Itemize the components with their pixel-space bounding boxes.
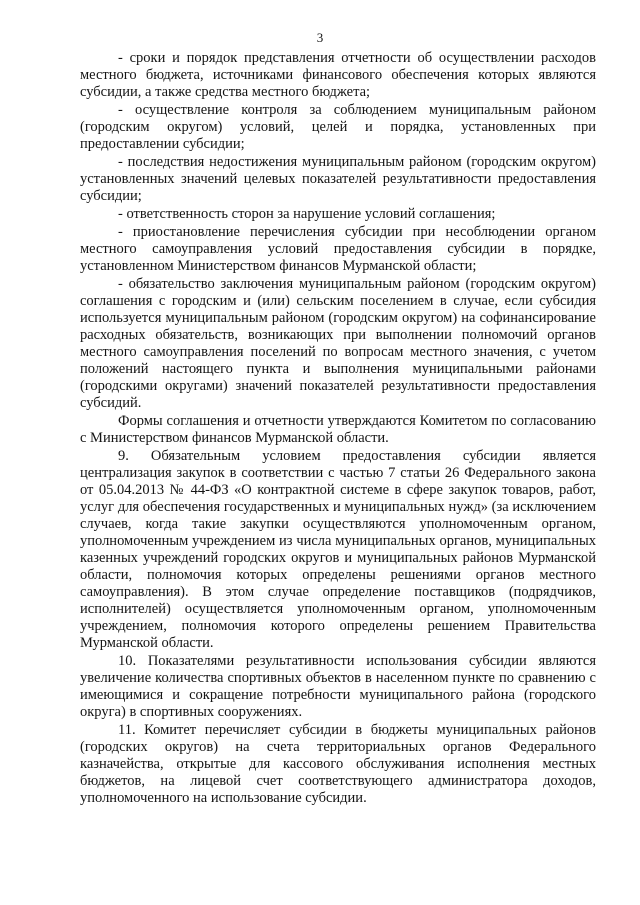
paragraph-responsibility: - ответственность сторон за нарушение условий соглашения;: [118, 206, 496, 222]
paragraph-item-10: 10. Показателями результативности использования субсидии являются увеличение количества спортивных объектов в населенном пункте по сравнению с имеющимися и сокращение потребности муниципального района (городского округа) в спортивных сооружениях.: [80, 653, 596, 720]
document-body: [80, 50, 596, 808]
paragraph-suspension: - приостановление перечисления субсидии при несоблюдении органом местного самоуправления условий предоставления субсидии в порядке, установленном Министерством финансов Мурманской области;: [80, 224, 596, 274]
paragraph-consequences: - последствия недостижения муниципальным районом (городским округом) установленных значений целевых показателей результативности предоставления субсидии;: [80, 154, 596, 204]
paragraph-reporting-terms: - сроки и порядок представления отчетности об осуществлении расходов местного бюджета, источниками финансового обеспечения которых являются субсидии, а также средства местного бюджета;: [80, 50, 596, 100]
paragraph-obligation: - обязательство заключения муниципальным районом (городским округом) соглашения с городским и (или) сельским поселением в случае, если субсидия используется муниципальным районом (городским округом) на софинансирование расходных обязательств, возникающих при выполнении полномочий органов местного самоуправления поселений по вопросам местного значения, с учетом положений настоящего пункта и выполнения муниципальными районами (городскими округами) значений показателей результативности предоставления субсидий.: [80, 276, 596, 411]
paragraph-forms: Формы соглашения и отчетности утверждаются Комитетом по согласованию с Министерством финансов Мурманской области.: [80, 413, 596, 446]
paragraph-item-9: 9. Обязательным условием предоставления субсидии является централизация закупок в соответствии с частью 7 статьи 26 Федерального закона от 05.04.2013 № 44-ФЗ «О контрактной системе в сфере закупок товаров, работ, услуг для обеспечения государственных и муниципальных нужд» (за исключением случаев, когда такие закупки осуществляются уполномоченным органом, уполномоченным учреждением из числа муниципальных органов, муниципальных казенных учреждений городских округов и муниципальных районов Мурманской области, полномочия которых определены решениями органов местного самоуправления). В этом случае определение поставщиков (подрядчиков, исполнителей) осуществляется уполномоченным органом, уполномоченным учреждением, полномочия которого определены решением Правительства Мурманской области.: [80, 448, 596, 651]
paragraph-item-11: 11. Комитет перечисляет субсидии в бюджеты муниципальных районов (городских округов) на счета территориальных органов Федерального казначейства, открытые для кассового обслуживания исполнения местных бюджетов, на лицевой счет соответствующего администратора доходов, уполномоченного на использование субсидии.: [80, 722, 596, 806]
paragraph-control: - осуществление контроля за соблюдением муниципальным районом (городским округом) условий, целей и порядка, установленных при предоставлении субсидии;: [80, 102, 596, 152]
page-number: 3: [316, 30, 324, 45]
